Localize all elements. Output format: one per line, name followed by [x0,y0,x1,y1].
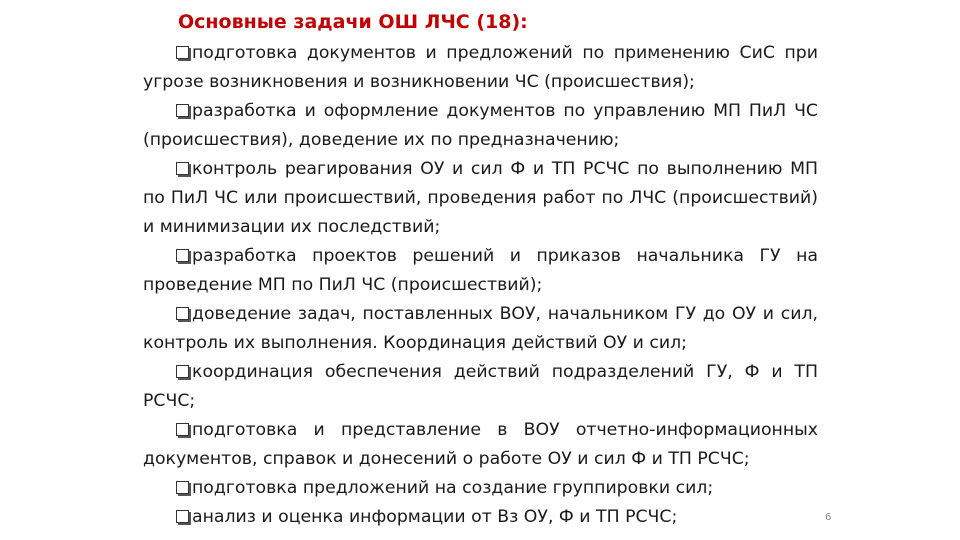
list-item-text: анализ и оценка информации от Вз ОУ, Ф и ТП РСЧС; [192,507,678,527]
list-item-text: разработка и оформление документов по управлению МП ПиЛ ЧС (происшествия), доведение их по предназначению; [143,101,818,150]
square-bullet-icon [176,46,189,59]
page-number: 6 [825,512,832,523]
square-bullet-icon [176,249,189,262]
list-item [143,300,818,358]
list-item-text: подготовка и представление в ВОУ отчетно-информационных документов, справок и донесений о работе ОУ и сил Ф и ТП РСЧС; [143,420,818,469]
square-bullet-icon [176,365,189,378]
square-bullet-icon [176,104,189,117]
list-item [143,97,818,155]
task-list [143,39,818,532]
list-item [143,242,818,300]
list-item [143,474,818,503]
list-item-text: подготовка предложений на создание группировки сил; [192,478,714,498]
list-item-text: контроль реагирования ОУ и сил Ф и ТП РСЧС по выполнению МП по ПиЛ ЧС или происшествий, проведения работ по ЛЧС (происшествий) и минимизации их последствий; [143,159,818,237]
list-item-text: координация обеспечения действий подразделений ГУ, Ф и ТП РСЧС; [143,362,818,411]
square-bullet-icon [176,423,189,436]
square-bullet-icon [176,162,189,175]
list-item [143,416,818,474]
list-item-text: доведение задач, поставленных ВОУ, начальником ГУ до ОУ и сил, контроль их выполнения. Координация действий ОУ и сил; [143,304,818,353]
square-bullet-icon [176,307,189,320]
square-bullet-icon [176,481,189,494]
slide-title: Основные задачи ОШ ЛЧС (18): [178,11,528,33]
list-item [143,39,818,97]
square-bullet-icon [176,510,189,523]
list-item-text: подготовка документов и предложений по применению СиС при угрозе возникновения и возникновении ЧС (происшествия); [143,43,818,92]
list-item [143,155,818,242]
list-item-text: разработка проектов решений и приказов начальника ГУ на проведение МП по ПиЛ ЧС (происшествий); [143,246,818,295]
list-item [143,358,818,416]
list-item [143,503,818,532]
